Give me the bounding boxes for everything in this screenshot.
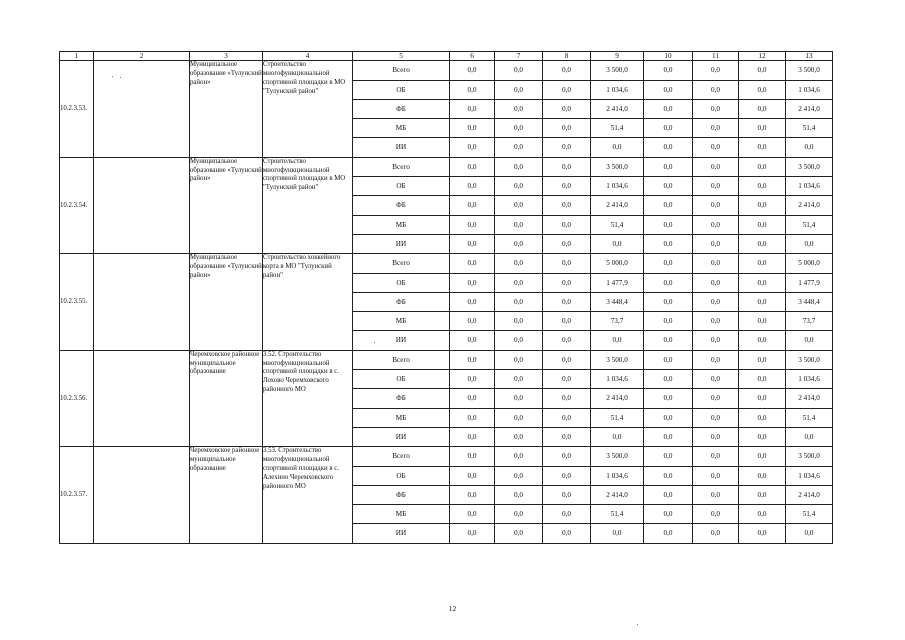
value-cell: 0,0: [693, 157, 739, 176]
value-cell: 0,0: [450, 312, 495, 331]
value-cell: 2 414,0: [591, 485, 644, 504]
value-cell: 0,0: [450, 447, 495, 466]
value-cell: 2 414,0: [591, 389, 644, 408]
value-cell: 0,0: [693, 254, 739, 273]
value-cell: 1 034,6: [591, 466, 644, 485]
value-cell: 0,0: [543, 215, 591, 234]
value-cell: 0,0: [495, 370, 543, 389]
funding-source-cell: Всего: [353, 447, 450, 466]
value-cell: 0,0: [644, 331, 693, 350]
value-cell: 0,0: [543, 61, 591, 80]
header-cell: 12: [739, 52, 786, 61]
value-cell: 1 477,9: [786, 273, 833, 292]
value-cell: 0,0: [693, 80, 739, 99]
value-cell: 0,0: [644, 99, 693, 118]
executor-cell: Черемховское районное муниципальное образование: [190, 350, 263, 446]
value-cell: 0,0: [739, 408, 786, 427]
value-cell: 0,0: [739, 466, 786, 485]
value-cell: 0,0: [644, 157, 693, 176]
value-cell: 0,0: [495, 254, 543, 273]
value-cell: 0,0: [739, 157, 786, 176]
funding-source-cell: МБ: [353, 215, 450, 234]
funding-source-cell: ОБ: [353, 80, 450, 99]
value-cell: 0,0: [591, 138, 644, 157]
value-cell: 0,0: [543, 292, 591, 311]
value-cell: 0,0: [739, 177, 786, 196]
value-cell: 0,0: [644, 408, 693, 427]
funding-source-cell: ИИ: [353, 524, 450, 543]
header-cell: 7: [495, 52, 543, 61]
value-cell: 0,0: [644, 215, 693, 234]
value-cell: 0,0: [543, 466, 591, 485]
value-cell: 0,0: [693, 505, 739, 524]
value-cell: 3 500,0: [591, 61, 644, 80]
executor-cell: Муниципальное образование «Тулунский район»: [190, 157, 263, 253]
value-cell: 0,0: [450, 99, 495, 118]
value-cell: 0,0: [450, 157, 495, 176]
item-code: 10.2.3.56.: [60, 350, 94, 446]
value-cell: 0,0: [543, 312, 591, 331]
funding-source-cell: Всего: [353, 350, 450, 369]
value-cell: 0,0: [644, 350, 693, 369]
value-cell: 0,0: [543, 119, 591, 138]
value-cell: 0,0: [739, 80, 786, 99]
value-cell: 0,0: [591, 331, 644, 350]
scan-speck: [120, 77, 121, 78]
value-cell: 0,0: [450, 524, 495, 543]
value-cell: 0,0: [644, 312, 693, 331]
value-cell: 1 034,6: [786, 370, 833, 389]
value-cell: 0,0: [543, 389, 591, 408]
value-cell: 1 034,6: [591, 177, 644, 196]
header-cell: 9: [591, 52, 644, 61]
value-cell: 0,0: [543, 80, 591, 99]
column-2-cell: [94, 157, 190, 253]
value-cell: 0,0: [644, 273, 693, 292]
item-code: 10.2.3.57.: [60, 447, 94, 543]
value-cell: 0,0: [591, 234, 644, 253]
value-cell: 0,0: [450, 273, 495, 292]
value-cell: 0,0: [786, 427, 833, 446]
value-cell: 0,0: [644, 485, 693, 504]
funding-source-cell: ИИ: [353, 427, 450, 446]
table-row: [60, 157, 833, 176]
value-cell: 0,0: [450, 485, 495, 504]
value-cell: 0,0: [450, 234, 495, 253]
value-cell: 0,0: [450, 331, 495, 350]
value-cell: 0,0: [495, 119, 543, 138]
value-cell: 0,0: [543, 350, 591, 369]
value-cell: 0,0: [644, 61, 693, 80]
value-cell: 0,0: [739, 370, 786, 389]
value-cell: 0,0: [644, 254, 693, 273]
value-cell: 0,0: [693, 447, 739, 466]
column-2-cell: [94, 350, 190, 446]
value-cell: 3 448,4: [786, 292, 833, 311]
value-cell: 0,0: [450, 80, 495, 99]
value-cell: 0,0: [693, 524, 739, 543]
value-cell: 0,0: [450, 466, 495, 485]
value-cell: 0,0: [693, 177, 739, 196]
value-cell: 0,0: [739, 119, 786, 138]
value-cell: 0,0: [495, 389, 543, 408]
value-cell: 0,0: [450, 427, 495, 446]
value-cell: 0,0: [739, 292, 786, 311]
value-cell: 0,0: [543, 254, 591, 273]
value-cell: 5 000,0: [786, 254, 833, 273]
value-cell: 0,0: [644, 292, 693, 311]
value-cell: 0,0: [450, 196, 495, 215]
value-cell: 0,0: [644, 427, 693, 446]
value-cell: 0,0: [739, 273, 786, 292]
funding-source-cell: Всего: [353, 157, 450, 176]
value-cell: 0,0: [450, 119, 495, 138]
value-cell: 0,0: [591, 427, 644, 446]
value-cell: 0,0: [644, 177, 693, 196]
value-cell: 0,0: [693, 292, 739, 311]
value-cell: 0,0: [693, 119, 739, 138]
value-cell: 0,0: [495, 177, 543, 196]
value-cell: 0,0: [644, 370, 693, 389]
activity-cell: Строительство многофункциональной спортивной площадки в МО "Тулунский район": [263, 157, 353, 253]
value-cell: 51,4: [591, 408, 644, 427]
header-cell: 1: [60, 52, 94, 61]
value-cell: 0,0: [644, 234, 693, 253]
header-cell: 8: [543, 52, 591, 61]
value-cell: 0,0: [495, 292, 543, 311]
value-cell: 0,0: [495, 312, 543, 331]
value-cell: 0,0: [543, 524, 591, 543]
value-cell: 0,0: [495, 505, 543, 524]
value-cell: 51,4: [786, 119, 833, 138]
executor-cell: Муниципальное образование «Тулунский район»: [190, 61, 263, 157]
funding-source-cell: Всего: [353, 61, 450, 80]
value-cell: 0,0: [644, 524, 693, 543]
value-cell: 0,0: [495, 61, 543, 80]
value-cell: 51,4: [591, 505, 644, 524]
value-cell: 1 034,6: [591, 80, 644, 99]
value-cell: 51,4: [591, 215, 644, 234]
header-cell: 10: [644, 52, 693, 61]
funding-source-cell: ФБ: [353, 485, 450, 504]
header-cell: 5: [353, 52, 450, 61]
value-cell: 2 414,0: [591, 196, 644, 215]
scan-speck: [112, 76, 113, 77]
value-cell: 0,0: [543, 177, 591, 196]
value-cell: 73,7: [786, 312, 833, 331]
funding-source-cell: ФБ: [353, 99, 450, 118]
value-cell: 0,0: [450, 177, 495, 196]
value-cell: 0,0: [693, 61, 739, 80]
value-cell: 0,0: [543, 427, 591, 446]
value-cell: 0,0: [739, 350, 786, 369]
budget-table: [59, 51, 833, 544]
value-cell: 3 448,4: [591, 292, 644, 311]
executor-cell: Муниципальное образование «Тулунский район»: [190, 254, 263, 350]
item-code: 10.2.3.53.: [60, 61, 94, 157]
value-cell: 3 500,0: [786, 350, 833, 369]
value-cell: 2 414,0: [591, 99, 644, 118]
value-cell: 0,0: [786, 138, 833, 157]
value-cell: 0,0: [644, 80, 693, 99]
table-row: [60, 447, 833, 466]
value-cell: 0,0: [693, 427, 739, 446]
table-row: [60, 350, 833, 369]
funding-source-cell: ОБ: [353, 370, 450, 389]
value-cell: 1 477,9: [591, 273, 644, 292]
value-cell: 0,0: [495, 273, 543, 292]
value-cell: 51,4: [786, 408, 833, 427]
value-cell: 2 414,0: [786, 485, 833, 504]
value-cell: 1 034,6: [786, 177, 833, 196]
value-cell: 0,0: [644, 119, 693, 138]
value-cell: 2 414,0: [786, 389, 833, 408]
header-cell: 3: [190, 52, 263, 61]
funding-source-cell: ФБ: [353, 196, 450, 215]
value-cell: 5 000,0: [591, 254, 644, 273]
header-cell: 4: [263, 52, 353, 61]
value-cell: 0,0: [495, 485, 543, 504]
page-number: 12: [448, 604, 457, 613]
value-cell: 0,0: [450, 408, 495, 427]
value-cell: 0,0: [543, 157, 591, 176]
value-cell: 0,0: [693, 389, 739, 408]
funding-source-cell: Всего: [353, 254, 450, 273]
value-cell: 3 500,0: [786, 157, 833, 176]
value-cell: 0,0: [543, 505, 591, 524]
header-row: [60, 52, 833, 61]
funding-source-cell: МБ: [353, 505, 450, 524]
value-cell: 0,0: [739, 427, 786, 446]
value-cell: 0,0: [543, 234, 591, 253]
value-cell: 0,0: [739, 447, 786, 466]
value-cell: 0,0: [543, 408, 591, 427]
value-cell: 0,0: [495, 350, 543, 369]
column-2-cell: [94, 447, 190, 543]
value-cell: 0,0: [495, 196, 543, 215]
activity-cell: Строительство многофункциональной спортивной площадки в МО "Тулунский район": [263, 61, 353, 157]
column-2-cell: [94, 254, 190, 350]
value-cell: 51,4: [786, 215, 833, 234]
value-cell: 0,0: [450, 370, 495, 389]
value-cell: 1 034,6: [591, 370, 644, 389]
value-cell: 0,0: [693, 331, 739, 350]
value-cell: 0,0: [495, 447, 543, 466]
value-cell: 0,0: [786, 524, 833, 543]
value-cell: 0,0: [739, 99, 786, 118]
value-cell: 0,0: [693, 466, 739, 485]
value-cell: 0,0: [786, 331, 833, 350]
value-cell: 0,0: [495, 466, 543, 485]
value-cell: 0,0: [450, 350, 495, 369]
value-cell: 1 034,6: [786, 466, 833, 485]
value-cell: 0,0: [543, 447, 591, 466]
value-cell: 0,0: [495, 80, 543, 99]
value-cell: 2 414,0: [786, 99, 833, 118]
value-cell: 0,0: [739, 505, 786, 524]
value-cell: 0,0: [450, 61, 495, 80]
item-code: 10.2.3.55.: [60, 254, 94, 350]
header-cell: 13: [786, 52, 833, 61]
value-cell: 0,0: [591, 524, 644, 543]
value-cell: 0,0: [495, 524, 543, 543]
value-cell: 0,0: [739, 524, 786, 543]
executor-cell: Черемховское районное муниципальное образование: [190, 447, 263, 543]
value-cell: 2 414,0: [786, 196, 833, 215]
value-cell: 0,0: [693, 196, 739, 215]
value-cell: 0,0: [543, 485, 591, 504]
value-cell: 0,0: [644, 138, 693, 157]
funding-source-cell: ФБ: [353, 389, 450, 408]
value-cell: 0,0: [543, 331, 591, 350]
value-cell: 0,0: [495, 157, 543, 176]
value-cell: 0,0: [693, 370, 739, 389]
funding-source-cell: МБ: [353, 119, 450, 138]
value-cell: 0,0: [543, 196, 591, 215]
activity-cell: 3.52. Строительство многофункциональной спортивной площадки в с. Лохово Черемховского районного МО: [263, 350, 353, 446]
value-cell: 0,0: [450, 505, 495, 524]
funding-source-cell: ИИ: [353, 138, 450, 157]
funding-source-cell: ОБ: [353, 177, 450, 196]
value-cell: 0,0: [543, 370, 591, 389]
funding-source-cell: ОБ: [353, 466, 450, 485]
value-cell: 0,0: [693, 408, 739, 427]
header-cell: 11: [693, 52, 739, 61]
item-code: 10.2.3.54.: [60, 157, 94, 253]
funding-source-cell: ИИ: [353, 234, 450, 253]
value-cell: 0,0: [739, 61, 786, 80]
value-cell: 3 500,0: [786, 447, 833, 466]
scan-speck: [637, 624, 638, 625]
funding-source-cell: ФБ: [353, 292, 450, 311]
header-cell: 6: [450, 52, 495, 61]
value-cell: 0,0: [693, 485, 739, 504]
value-cell: 0,0: [450, 215, 495, 234]
value-cell: 0,0: [739, 254, 786, 273]
value-cell: 0,0: [739, 389, 786, 408]
value-cell: 0,0: [450, 389, 495, 408]
table-row: [60, 254, 833, 273]
table-body: [60, 61, 833, 543]
value-cell: 51,4: [591, 119, 644, 138]
value-cell: 0,0: [644, 389, 693, 408]
value-cell: 0,0: [739, 234, 786, 253]
value-cell: 51,4: [786, 505, 833, 524]
value-cell: 0,0: [739, 331, 786, 350]
value-cell: 0,0: [693, 312, 739, 331]
value-cell: 3 500,0: [591, 350, 644, 369]
value-cell: 0,0: [450, 138, 495, 157]
value-cell: 0,0: [495, 234, 543, 253]
header-cell: 2: [94, 52, 190, 61]
value-cell: 0,0: [450, 292, 495, 311]
value-cell: 0,0: [739, 312, 786, 331]
funding-source-cell: ИИ: [353, 331, 450, 350]
column-2-cell: [94, 61, 190, 157]
value-cell: 0,0: [644, 505, 693, 524]
value-cell: 0,0: [786, 234, 833, 253]
value-cell: 0,0: [543, 273, 591, 292]
value-cell: 0,0: [739, 485, 786, 504]
scan-speck: [374, 342, 375, 343]
value-cell: 0,0: [495, 408, 543, 427]
value-cell: 0,0: [644, 466, 693, 485]
activity-cell: Строительство хоккейного корта в МО "Тулунский район": [263, 254, 353, 350]
value-cell: 3 500,0: [591, 447, 644, 466]
funding-source-cell: МБ: [353, 312, 450, 331]
value-cell: 0,0: [739, 196, 786, 215]
activity-cell: 3.53. Строительство многофункциональной спортивной площадки в с. Алехино Черемховского районного МО: [263, 447, 353, 543]
value-cell: 0,0: [450, 254, 495, 273]
value-cell: 0,0: [543, 138, 591, 157]
value-cell: 0,0: [644, 196, 693, 215]
value-cell: 73,7: [591, 312, 644, 331]
value-cell: 0,0: [693, 138, 739, 157]
value-cell: 0,0: [644, 447, 693, 466]
value-cell: 3 500,0: [786, 61, 833, 80]
value-cell: 0,0: [693, 234, 739, 253]
funding-source-cell: ОБ: [353, 273, 450, 292]
value-cell: 0,0: [739, 215, 786, 234]
value-cell: 0,0: [739, 138, 786, 157]
value-cell: 0,0: [495, 99, 543, 118]
value-cell: 0,0: [693, 215, 739, 234]
value-cell: 1 034,6: [786, 80, 833, 99]
value-cell: 0,0: [693, 350, 739, 369]
value-cell: 0,0: [495, 138, 543, 157]
value-cell: 0,0: [543, 99, 591, 118]
value-cell: 0,0: [495, 331, 543, 350]
table-row: [60, 61, 833, 80]
value-cell: 3 500,0: [591, 157, 644, 176]
funding-source-cell: МБ: [353, 408, 450, 427]
value-cell: 0,0: [693, 99, 739, 118]
value-cell: 0,0: [495, 427, 543, 446]
value-cell: 0,0: [693, 273, 739, 292]
value-cell: 0,0: [495, 215, 543, 234]
